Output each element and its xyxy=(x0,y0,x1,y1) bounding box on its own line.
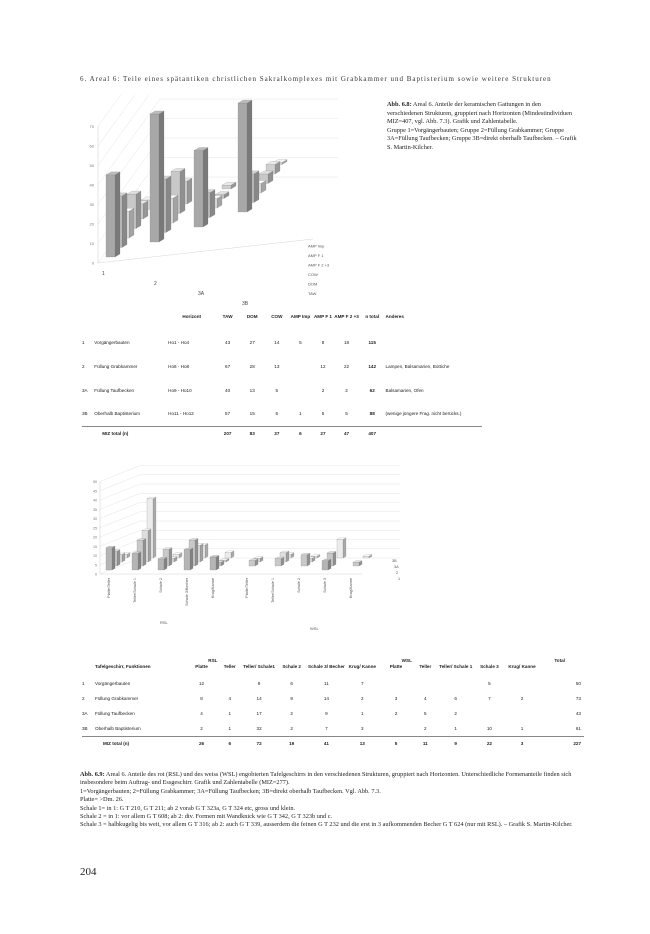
bar-side xyxy=(200,544,203,562)
x-tick-label: Schale 2 xyxy=(159,578,163,593)
caption-line: Platte= >Dm. 26. xyxy=(80,796,124,804)
bar-front xyxy=(184,550,190,570)
gridline xyxy=(100,484,400,500)
gridline xyxy=(100,466,400,482)
bar-front xyxy=(301,555,307,566)
bar-side xyxy=(169,548,172,566)
th-group-rsl: RSL xyxy=(208,658,218,663)
bar-amp-f-1-3a xyxy=(222,182,236,189)
gridline xyxy=(98,95,338,127)
caption-text: Areal 6. Anteile des rot (RSL) und des weiss (WSL) engobierten Tafelgeschirrs in den verschiedenen Strukturen, gruppiert nach Horizonten. Unterschiedliche Formenanteile finden sich insbesondere beim Auftrag- und Essgeschirr. Grafik und Zahlentabelle (MIZ=277). xyxy=(80,771,572,787)
table-row: 3A Füllung Taufbecken 4 1 17 2 9 1 2 5 2 43 xyxy=(82,711,581,716)
chart-tableware xyxy=(78,462,408,647)
gridline xyxy=(100,512,400,528)
y-tick-label: 20 xyxy=(93,535,97,540)
bar-front xyxy=(249,560,255,566)
bar-h2-6 xyxy=(275,557,284,566)
bar-side xyxy=(122,193,127,248)
y-tick-label: 0 xyxy=(91,260,94,266)
y-tick-label: 30 xyxy=(89,202,94,207)
caption-text: Areal 6. Anteile der keramischen Gattungen in den verschiedenen Strukturen, gruppiert nach Horizonten (Mindestindividuen MIZ=407, vgl. Abb. 7.3). Grafik und Zahlentabelle. xyxy=(387,101,573,126)
th-group-wsl: WSL xyxy=(401,658,412,663)
y-tick-label: 25 xyxy=(93,526,97,531)
gridline xyxy=(98,95,338,146)
series-label: 1 xyxy=(398,577,401,581)
floor-edge xyxy=(98,239,313,263)
bar-front xyxy=(322,561,328,570)
bar-front xyxy=(132,553,138,570)
y-tick-label: 50 xyxy=(93,480,97,484)
bar-front xyxy=(106,175,115,257)
caption-text-groups: Gruppe 1=Vorgängerbauten; Gruppe 2=Füllung Grabkammer; Gruppe 3A=Füllung Taufbecken; Gruppe 3B=direkt oberhalb Taufbecken. – Grafik S. Martin-Kilcher. xyxy=(387,126,577,151)
series-label: DOM xyxy=(308,281,318,287)
bar-front xyxy=(238,103,247,212)
chart-ceramic-genera xyxy=(78,95,388,315)
gridline xyxy=(100,493,400,509)
series-label: TAW xyxy=(308,291,317,296)
y-tick-label: 50 xyxy=(89,163,94,168)
bar-side xyxy=(190,548,193,570)
series-label: COW xyxy=(308,272,318,277)
bar-h2-7 xyxy=(301,553,310,566)
table-row: 3B Oberhalb Baptisterium Ho11 - Ho12 57 15 5 1 5 5 88 (wenige jüngere Frag. nicht berücks.) xyxy=(82,411,462,417)
th-amp-imp: AMP Imp xyxy=(290,314,311,319)
y-tick-label: 15 xyxy=(93,544,97,549)
bar-side xyxy=(138,552,141,570)
gridline xyxy=(98,95,338,166)
bar-side xyxy=(143,201,148,219)
bar-side xyxy=(307,553,310,566)
bar-front xyxy=(225,552,231,558)
x-tick-label: Krug/Kanne xyxy=(211,578,215,599)
bar-side xyxy=(159,111,164,242)
x-tick-label: Krug/Kanne xyxy=(349,578,353,599)
gridline xyxy=(100,475,400,491)
bar-side xyxy=(187,178,192,204)
bar-side xyxy=(203,148,208,227)
y-tick-label: 35 xyxy=(93,507,97,512)
group-label: WSL xyxy=(310,626,319,631)
bar-front xyxy=(158,559,164,570)
y-tick-label: 20 xyxy=(89,221,94,227)
x-tick-label: Schale 3/Becher xyxy=(185,578,189,606)
bar-side xyxy=(129,208,134,238)
caption-line: 1=Vorgängerbauten; 2=Füllung Grabkammer; 3A=Füllung Taufbecken; 3B=direkt oberhalb Taufbecken. Vgl. Abb. 7.3. xyxy=(80,787,381,795)
y-tick-label: 60 xyxy=(89,143,94,149)
y-tick-label: 10 xyxy=(93,554,97,558)
bar-side xyxy=(180,168,185,213)
th-amp-f1: AMP F 1 xyxy=(313,314,332,319)
x-tick-label: Schale 2 xyxy=(297,578,301,593)
y-tick-label: 45 xyxy=(93,489,97,494)
y-tick-label: 40 xyxy=(89,182,94,188)
bar-side xyxy=(112,546,115,570)
series-label: 3A xyxy=(394,565,399,569)
th-total: Total xyxy=(554,658,565,663)
caption-label: Abb. 6.8: xyxy=(387,101,412,108)
bar-side xyxy=(216,555,219,570)
y-tick-label: 5 xyxy=(95,563,97,568)
bar-front xyxy=(210,557,216,570)
bar-side xyxy=(164,557,167,570)
bar-h1-1 xyxy=(132,552,141,570)
gridline xyxy=(100,503,400,519)
x-tick-label: Platte/Teller xyxy=(245,578,249,598)
bar-front xyxy=(337,540,343,559)
series-label: AMP Imp xyxy=(308,243,325,249)
running-head: 6. Areal 6: Teile eines spätantiken christlichen Sakralkomplexes mit Grabkammer und Baptisterium sowie weitere Strukturen xyxy=(80,75,552,83)
caption-line: Schale 1= in 1: G T 210, G T 211; ab 2 vorab G T 323a, G T 324 etc, gross und klein. xyxy=(80,804,296,812)
bar-side xyxy=(148,529,151,562)
bar-front xyxy=(363,556,369,558)
table-total-row: MIZ total (n) 26 6 72 19 41 13 5 11 9 22 3 227 xyxy=(82,736,584,750)
bar-h2-5 xyxy=(249,559,258,566)
figure-6-9-caption xyxy=(80,771,580,830)
bar-side xyxy=(254,171,259,203)
th-cow: COW xyxy=(271,314,283,319)
y-tick-label: 40 xyxy=(93,498,97,503)
table-row: 1 Vorgängerbauten 12 9 6 11 7 5 50 xyxy=(82,681,581,686)
bar-h2-9 xyxy=(353,561,362,566)
bar-taw-3b xyxy=(238,100,252,212)
bar-front xyxy=(150,114,159,242)
gridline xyxy=(98,99,338,185)
x-tick-label: Platte/Teller xyxy=(107,578,111,598)
bar-h3b-8 xyxy=(337,538,346,558)
y-tick-label: 0 xyxy=(95,572,97,577)
bar-h3b-4 xyxy=(225,551,234,558)
bar-side xyxy=(173,195,178,223)
bar-side xyxy=(117,550,120,566)
series-label: 2 xyxy=(396,571,399,575)
x-tick-label: 3A xyxy=(198,291,205,297)
series-label: AMP F 1 xyxy=(308,253,324,258)
series-label: 3B xyxy=(392,559,397,563)
bar-front xyxy=(353,562,359,566)
caption-line: Schale 3 = halbkugelig bis weit, vor allem G T 316; ab 2: auch G T 339, ausserdem die feinen G T 232 und die erst in 3 aufkommenden Becher G T 624 (nur mit RSL). – Grafik S. Martin-Kilcher. xyxy=(80,821,573,829)
table-row: 2 Füllung Grabkammer 8 4 14 9 14 2 3 4 6 7 2 73 xyxy=(82,696,581,701)
bar-side xyxy=(166,176,171,233)
bar-side xyxy=(205,543,208,558)
x-tick-label: Schale 3 xyxy=(323,578,327,593)
bar-h1-0 xyxy=(106,546,115,570)
bar-side xyxy=(136,191,141,228)
bar-side xyxy=(343,538,346,558)
page-number: 204 xyxy=(80,866,97,878)
y-tick-label: 70 xyxy=(89,124,94,129)
y-tick-label: 10 xyxy=(89,241,94,246)
th-dom: DOM xyxy=(246,314,258,319)
bar-taw-3a xyxy=(194,148,208,227)
bar-h1-8 xyxy=(322,559,331,570)
bar-side xyxy=(143,539,146,567)
group-label: RSL xyxy=(160,620,168,625)
bar-taw-1 xyxy=(106,172,120,257)
table-tableware xyxy=(82,658,584,750)
bar-side xyxy=(247,100,252,212)
th-anderes: Anderes xyxy=(385,314,404,319)
bar-front xyxy=(275,559,281,566)
th-taw: TAW xyxy=(222,314,233,319)
x-tick-label: Teller/Schale 1 xyxy=(271,578,275,603)
bar-front xyxy=(106,548,112,570)
table-total-row: MIZ total (n) 207 83 37 6 27 47 407 xyxy=(82,426,482,440)
bar-h1-2 xyxy=(158,557,167,570)
x-tick-label: 1 xyxy=(102,271,105,277)
bar-side xyxy=(153,497,156,558)
th-amp-f23: AMP F 2 +3 xyxy=(334,314,359,319)
table-ceramic-genera xyxy=(82,314,482,440)
table-row: 1 Vorgängerbauten Ho1 - Ho4 43 27 14 5 8 18 115 xyxy=(82,339,376,345)
x-tick-label: 2 xyxy=(154,281,157,287)
bar-front xyxy=(222,185,231,189)
series-label: AMP F 2 +3 xyxy=(308,262,330,268)
bar-h3b-9 xyxy=(363,555,372,558)
figure-6-8-caption xyxy=(387,101,577,153)
table-row: 2 Füllung Grabkammer Ho6 - Ho8 67 28 13 12 22 142 Lampen, Balsamarien, Bottiche xyxy=(82,363,450,369)
table-row: 3B Oberhalb Baptisterium 2 1 32 2 7 3 2 1 10 1 61 xyxy=(82,725,581,731)
x-tick-label: Teller/Schale 1 xyxy=(133,578,137,603)
bar-h1-4 xyxy=(210,555,219,570)
bar-h1-3 xyxy=(184,548,193,570)
bar-taw-2 xyxy=(150,111,164,242)
table-header-row: Tafelgeschirr, Funktionen Platte Teller Teller/ Schale1 Schale 2 Schale 3/ Becher Krug/ Kanne Platte Teller Teller/ Schale 1 Schale 3 Krug/ Kanne xyxy=(95,664,536,669)
bar-side xyxy=(328,559,331,570)
caption-line: Schale 2 = in 1: vor allem G T 608; ab 2: div. Formen mit Wandknick wie G T 342, G T 323b und c. xyxy=(80,813,333,821)
y-tick-label: 30 xyxy=(93,517,97,521)
table-row: 3A Füllung Taufbecken Ho9 - Ho10 40 13 5 2 2 62 Balsamarien, Ofen xyxy=(82,387,424,393)
th-horizont: Horizont xyxy=(182,314,202,319)
bar-side xyxy=(333,551,336,566)
bar-side xyxy=(210,190,215,218)
bar-side xyxy=(115,172,120,257)
bar-side xyxy=(286,551,289,562)
bar-side xyxy=(195,539,198,567)
bar-front xyxy=(194,151,203,227)
caption-label: Abb. 6.9: xyxy=(80,771,105,778)
th-n-total: n total xyxy=(365,314,380,319)
x-tick-label: 3B xyxy=(242,301,249,307)
